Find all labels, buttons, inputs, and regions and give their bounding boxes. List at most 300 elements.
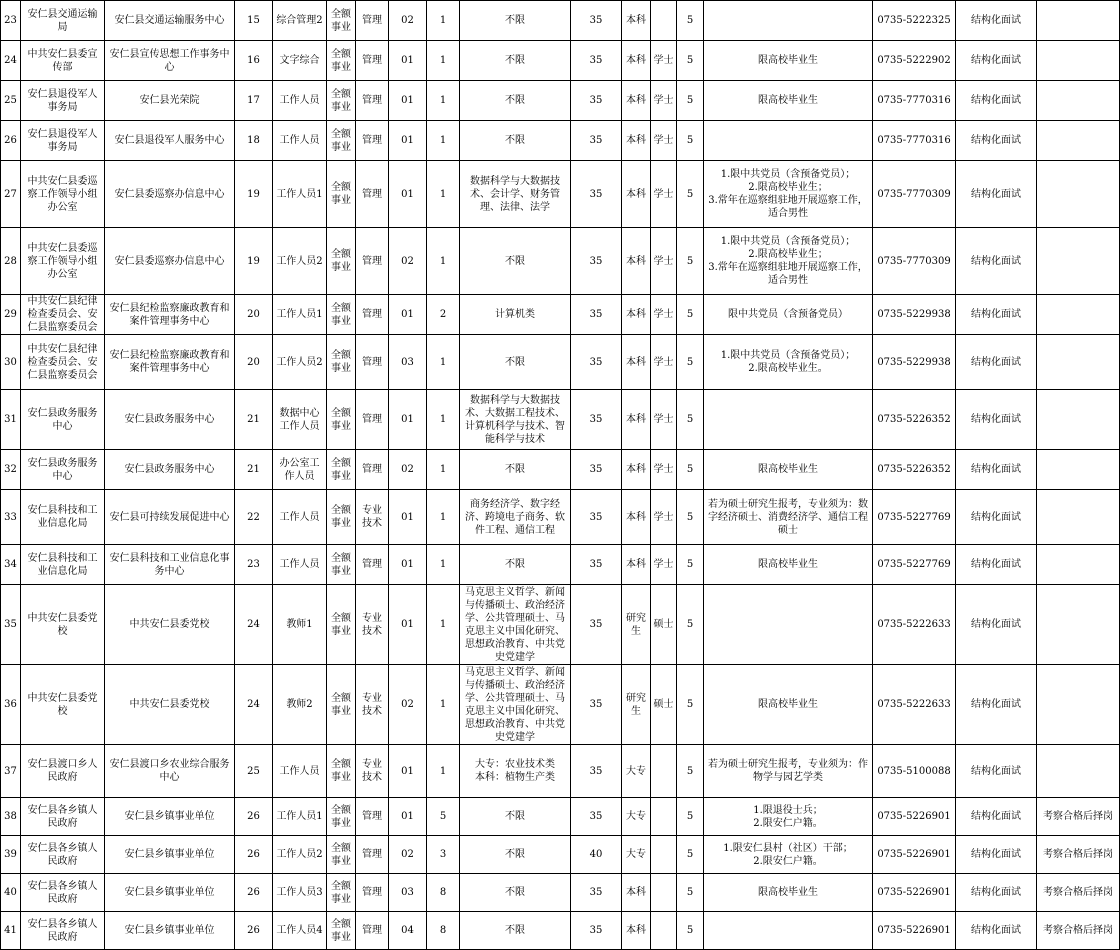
cell-position: 工作人员: [273, 81, 327, 121]
table-row: [1, 335, 1120, 390]
cell-remark: [1037, 450, 1120, 490]
cell-age: 35: [571, 798, 622, 836]
cell-phone: 0735-5226901: [873, 912, 956, 950]
cell-position-code: 01: [389, 81, 427, 121]
cell-conditions: [704, 121, 873, 161]
cell-number: 25: [1, 81, 21, 121]
cell-remark: [1037, 228, 1120, 295]
cell-service-years: 5: [677, 665, 704, 745]
cell-service-years: 5: [677, 545, 704, 585]
table-row: [1, 874, 1120, 912]
cell-position: 工作人员3: [273, 874, 327, 912]
cell-age: 35: [571, 335, 622, 390]
cell-unit-code: 19: [235, 228, 273, 295]
cell-service-years: 5: [677, 585, 704, 665]
cell-service-years: 5: [677, 450, 704, 490]
cell-quota: 1: [427, 745, 460, 798]
cell-number: 34: [1, 545, 21, 585]
cell-degree: 学士: [651, 295, 677, 335]
cell-unit-code: 20: [235, 295, 273, 335]
cell-position-code: 01: [389, 121, 427, 161]
cell-degree: 学士: [651, 161, 677, 228]
cell-degree: [651, 912, 677, 950]
cell-education: 大专: [622, 745, 651, 798]
cell-position-code: 01: [389, 585, 427, 665]
cell-remark: 考察合格后择岗: [1037, 836, 1120, 874]
cell-unit-code: 20: [235, 335, 273, 390]
cell-unit: 安仁县乡镇事业单位: [105, 912, 235, 950]
table-row: [1, 41, 1120, 81]
cell-number: 38: [1, 798, 21, 836]
table-row: [1, 390, 1120, 450]
cell-phone: 0735-7770316: [873, 121, 956, 161]
cell-remark: [1037, 295, 1120, 335]
cell-department: 安仁县交通运输局: [21, 1, 105, 41]
cell-quota: 8: [427, 874, 460, 912]
cell-degree: 学士: [651, 545, 677, 585]
cell-position-code: 01: [389, 295, 427, 335]
table-row: [1, 1, 1120, 41]
cell-unit: 安仁县乡镇事业单位: [105, 874, 235, 912]
cell-interview: 结构化面试: [956, 836, 1037, 874]
cell-position: 工作人员1: [273, 295, 327, 335]
cell-funding: 全额事业: [327, 545, 356, 585]
cell-degree: [651, 745, 677, 798]
cell-quota: 1: [427, 450, 460, 490]
cell-major: 商务经济学、数字经济、跨境电子商务、软件工程、通信工程: [460, 490, 571, 545]
cell-remark: [1037, 665, 1120, 745]
cell-quota: 1: [427, 41, 460, 81]
cell-number: 37: [1, 745, 21, 798]
cell-department: 安仁县渡口乡人民政府: [21, 745, 105, 798]
cell-service-years: 5: [677, 161, 704, 228]
cell-education: 本科: [622, 490, 651, 545]
cell-number: 24: [1, 41, 21, 81]
cell-degree: 硕士: [651, 585, 677, 665]
cell-major: 马克思主义哲学、新闻与传播硕士、政治经济学、公共管理硕士、马克思主义中国化研究、思想政治教育、中共党史党建学: [460, 665, 571, 745]
cell-category: 管理: [356, 41, 389, 81]
cell-category: 管理: [356, 1, 389, 41]
cell-position: 工作人员: [273, 121, 327, 161]
cell-phone: 0735-5100088: [873, 745, 956, 798]
cell-education: 本科: [622, 912, 651, 950]
cell-department: 安仁县政务服务中心: [21, 390, 105, 450]
cell-number: 27: [1, 161, 21, 228]
cell-interview: 结构化面试: [956, 41, 1037, 81]
cell-degree: 学士: [651, 490, 677, 545]
cell-unit: 安仁县政务服务中心: [105, 450, 235, 490]
cell-unit-code: 25: [235, 745, 273, 798]
cell-unit-code: 26: [235, 836, 273, 874]
cell-quota: 1: [427, 161, 460, 228]
cell-funding: 全额事业: [327, 490, 356, 545]
cell-unit: 安仁县宣传思想工作事务中心: [105, 41, 235, 81]
cell-degree: 硕士: [651, 665, 677, 745]
cell-unit: 安仁县乡镇事业单位: [105, 798, 235, 836]
cell-age: 35: [571, 745, 622, 798]
cell-unit-code: 19: [235, 161, 273, 228]
cell-degree: [651, 836, 677, 874]
cell-remark: [1037, 161, 1120, 228]
cell-position-code: 02: [389, 665, 427, 745]
cell-education: 本科: [622, 335, 651, 390]
cell-remark: 考察合格后择岗: [1037, 912, 1120, 950]
cell-unit-code: 24: [235, 585, 273, 665]
cell-department: 安仁县各乡镇人民政府: [21, 912, 105, 950]
cell-interview: 结构化面试: [956, 81, 1037, 121]
cell-interview: 结构化面试: [956, 295, 1037, 335]
cell-unit-code: 15: [235, 1, 273, 41]
table-row: [1, 912, 1120, 950]
table-row: [1, 585, 1120, 665]
cell-category: 专业技术: [356, 665, 389, 745]
cell-position-code: 01: [389, 745, 427, 798]
cell-department: 中共安仁县委宣传部: [21, 41, 105, 81]
table-body: [1, 1, 1120, 950]
cell-remark: [1037, 545, 1120, 585]
cell-conditions: 限高校毕业生: [704, 41, 873, 81]
cell-position: 工作人员2: [273, 836, 327, 874]
table-row: [1, 121, 1120, 161]
table-row: [1, 665, 1120, 745]
cell-service-years: 5: [677, 81, 704, 121]
cell-funding: 全额事业: [327, 295, 356, 335]
cell-funding: 全额事业: [327, 745, 356, 798]
cell-phone: 0735-5226352: [873, 390, 956, 450]
table-row: [1, 490, 1120, 545]
cell-unit-code: 26: [235, 798, 273, 836]
cell-funding: 全额事业: [327, 1, 356, 41]
cell-unit-code: 23: [235, 545, 273, 585]
cell-number: 32: [1, 450, 21, 490]
cell-category: 管理: [356, 161, 389, 228]
cell-education: 大专: [622, 798, 651, 836]
cell-unit-code: 21: [235, 450, 273, 490]
cell-category: 管理: [356, 390, 389, 450]
table-row: [1, 450, 1120, 490]
cell-funding: 全额事业: [327, 912, 356, 950]
cell-category: 管理: [356, 912, 389, 950]
cell-interview: 结构化面试: [956, 1, 1037, 41]
cell-major: 不限: [460, 81, 571, 121]
cell-age: 35: [571, 295, 622, 335]
cell-department: 安仁县各乡镇人民政府: [21, 874, 105, 912]
cell-number: 26: [1, 121, 21, 161]
cell-unit: 安仁县可持续发展促进中心: [105, 490, 235, 545]
cell-department: 中共安仁县纪律检查委员会、安仁县监察委员会: [21, 295, 105, 335]
cell-unit-code: 24: [235, 665, 273, 745]
cell-position: 工作人员1: [273, 161, 327, 228]
cell-education: 本科: [622, 545, 651, 585]
cell-department: 安仁县各乡镇人民政府: [21, 798, 105, 836]
cell-age: 35: [571, 874, 622, 912]
cell-phone: 0735-7770309: [873, 228, 956, 295]
cell-category: 专业技术: [356, 585, 389, 665]
cell-department: 中共安仁县委党校: [21, 585, 105, 665]
cell-department: 中共安仁县委巡察工作领导小组办公室: [21, 161, 105, 228]
cell-position: 教师2: [273, 665, 327, 745]
cell-interview: 结构化面试: [956, 450, 1037, 490]
cell-quota: 1: [427, 335, 460, 390]
cell-phone: 0735-5229938: [873, 295, 956, 335]
cell-funding: 全额事业: [327, 585, 356, 665]
cell-quota: 8: [427, 912, 460, 950]
cell-education: 本科: [622, 161, 651, 228]
cell-number: 36: [1, 665, 21, 745]
cell-phone: 0735-7770309: [873, 161, 956, 228]
cell-age: 35: [571, 161, 622, 228]
cell-major: 马克思主义哲学、新闻与传播硕士、政治经济学、公共管理硕士、马克思主义中国化研究、思想政治教育、中共党史党建学: [460, 585, 571, 665]
cell-major: 不限: [460, 228, 571, 295]
cell-unit: 安仁县乡镇事业单位: [105, 836, 235, 874]
cell-position-code: 01: [389, 390, 427, 450]
cell-phone: 0735-5226901: [873, 836, 956, 874]
cell-interview: 结构化面试: [956, 585, 1037, 665]
cell-category: 管理: [356, 335, 389, 390]
cell-position: 工作人员2: [273, 335, 327, 390]
cell-quota: 1: [427, 228, 460, 295]
cell-number: 40: [1, 874, 21, 912]
cell-interview: 结构化面试: [956, 874, 1037, 912]
cell-department: 安仁县科技和工业信息化局: [21, 545, 105, 585]
cell-interview: 结构化面试: [956, 390, 1037, 450]
cell-position-code: 03: [389, 874, 427, 912]
cell-funding: 全额事业: [327, 874, 356, 912]
cell-funding: 全额事业: [327, 41, 356, 81]
cell-service-years: 5: [677, 228, 704, 295]
cell-position: 工作人员: [273, 490, 327, 545]
cell-department: 安仁县科技和工业信息化局: [21, 490, 105, 545]
cell-conditions: [704, 585, 873, 665]
cell-age: 35: [571, 121, 622, 161]
cell-quota: 1: [427, 121, 460, 161]
cell-department: 安仁县政务服务中心: [21, 450, 105, 490]
table-row: [1, 545, 1120, 585]
cell-position: 工作人员4: [273, 912, 327, 950]
cell-funding: 全额事业: [327, 798, 356, 836]
cell-service-years: 5: [677, 912, 704, 950]
cell-education: 本科: [622, 390, 651, 450]
cell-major: 不限: [460, 335, 571, 390]
cell-unit-code: 16: [235, 41, 273, 81]
cell-interview: 结构化面试: [956, 745, 1037, 798]
cell-position-code: 01: [389, 490, 427, 545]
cell-department: 安仁县退役军人事务局: [21, 121, 105, 161]
cell-quota: 2: [427, 295, 460, 335]
cell-age: 35: [571, 1, 622, 41]
cell-phone: 0735-5227769: [873, 490, 956, 545]
cell-service-years: 5: [677, 1, 704, 41]
cell-age: 40: [571, 836, 622, 874]
cell-quota: 1: [427, 390, 460, 450]
cell-education: 本科: [622, 81, 651, 121]
cell-remark: 考察合格后择岗: [1037, 798, 1120, 836]
cell-age: 35: [571, 912, 622, 950]
cell-position: 数据中心工作人员: [273, 390, 327, 450]
cell-position: 教师1: [273, 585, 327, 665]
cell-service-years: 5: [677, 295, 704, 335]
cell-quota: 3: [427, 836, 460, 874]
cell-conditions: [704, 390, 873, 450]
cell-interview: 结构化面试: [956, 490, 1037, 545]
cell-number: 33: [1, 490, 21, 545]
cell-unit-code: 22: [235, 490, 273, 545]
cell-number: 39: [1, 836, 21, 874]
cell-phone: 0735-5229938: [873, 335, 956, 390]
cell-major: 数据科学与大数据技术、大数据工程技术、计算机科学与技术、智能科学与技术: [460, 390, 571, 450]
cell-conditions: [704, 912, 873, 950]
cell-major: 计算机类: [460, 295, 571, 335]
cell-category: 管理: [356, 874, 389, 912]
cell-conditions: 限高校毕业生: [704, 874, 873, 912]
cell-quota: 5: [427, 798, 460, 836]
cell-conditions: 1.限退役士兵； 2.限安仁户籍。: [704, 798, 873, 836]
cell-position-code: 01: [389, 41, 427, 81]
cell-interview: 结构化面试: [956, 228, 1037, 295]
cell-category: 管理: [356, 295, 389, 335]
cell-education: 本科: [622, 874, 651, 912]
cell-conditions: 1.限安仁县村（社区）干部； 2.限安仁户籍。: [704, 836, 873, 874]
cell-service-years: 5: [677, 335, 704, 390]
cell-department: 中共安仁县委巡察工作领导小组办公室: [21, 228, 105, 295]
cell-category: 管理: [356, 798, 389, 836]
cell-service-years: 5: [677, 798, 704, 836]
cell-age: 35: [571, 665, 622, 745]
cell-position-code: 02: [389, 228, 427, 295]
cell-unit-code: 21: [235, 390, 273, 450]
cell-degree: 学士: [651, 450, 677, 490]
cell-education: 本科: [622, 228, 651, 295]
cell-phone: 0735-5226352: [873, 450, 956, 490]
cell-age: 35: [571, 41, 622, 81]
cell-degree: 学士: [651, 390, 677, 450]
cell-remark: [1037, 585, 1120, 665]
cell-phone: 0735-5222633: [873, 585, 956, 665]
cell-position-code: 01: [389, 161, 427, 228]
cell-quota: 1: [427, 81, 460, 121]
cell-quota: 1: [427, 490, 460, 545]
cell-position-code: 02: [389, 836, 427, 874]
cell-interview: 结构化面试: [956, 335, 1037, 390]
cell-position-code: 03: [389, 335, 427, 390]
cell-service-years: 5: [677, 836, 704, 874]
cell-remark: [1037, 490, 1120, 545]
cell-position: 综合管理2: [273, 1, 327, 41]
cell-number: 35: [1, 585, 21, 665]
cell-service-years: 5: [677, 490, 704, 545]
cell-degree: [651, 798, 677, 836]
cell-education: 本科: [622, 41, 651, 81]
table-row: [1, 798, 1120, 836]
cell-funding: 全额事业: [327, 228, 356, 295]
cell-degree: 学士: [651, 121, 677, 161]
cell-degree: 学士: [651, 81, 677, 121]
cell-unit: 安仁县纪检监察廉政教育和案件管理事务中心: [105, 295, 235, 335]
cell-unit: 安仁县委巡察办信息中心: [105, 161, 235, 228]
cell-quota: 1: [427, 665, 460, 745]
cell-phone: 0735-7770316: [873, 81, 956, 121]
cell-education: 研究生: [622, 585, 651, 665]
cell-unit: 安仁县交通运输服务中心: [105, 1, 235, 41]
cell-conditions: 限高校毕业生: [704, 545, 873, 585]
cell-number: 28: [1, 228, 21, 295]
cell-funding: 全额事业: [327, 836, 356, 874]
cell-major: 数据科学与大数据技术、会计学、财务管理、法律、法学: [460, 161, 571, 228]
cell-unit-code: 18: [235, 121, 273, 161]
cell-category: 管理: [356, 81, 389, 121]
cell-education: 本科: [622, 295, 651, 335]
cell-education: 研究生: [622, 665, 651, 745]
cell-unit: 中共安仁县委党校: [105, 665, 235, 745]
cell-funding: 全额事业: [327, 665, 356, 745]
table-row: [1, 836, 1120, 874]
cell-interview: 结构化面试: [956, 665, 1037, 745]
cell-remark: 考察合格后择岗: [1037, 874, 1120, 912]
cell-major: 不限: [460, 41, 571, 81]
cell-education: 本科: [622, 121, 651, 161]
cell-quota: 1: [427, 545, 460, 585]
cell-conditions: 1.限中共党员（含预备党员）； 2.限高校毕业生； 3.常年在巡察组驻地开展巡察工作，适合男性: [704, 228, 873, 295]
cell-category: 管理: [356, 836, 389, 874]
cell-major: 不限: [460, 798, 571, 836]
cell-remark: [1037, 81, 1120, 121]
cell-service-years: 5: [677, 41, 704, 81]
cell-position-code: 04: [389, 912, 427, 950]
cell-education: 本科: [622, 1, 651, 41]
cell-category: 专业技术: [356, 490, 389, 545]
cell-major: 不限: [460, 121, 571, 161]
cell-position: 文字综合: [273, 41, 327, 81]
cell-conditions: 1.限中共党员（含预备党员）； 2.限高校毕业生。: [704, 335, 873, 390]
cell-interview: 结构化面试: [956, 121, 1037, 161]
cell-conditions: 限中共党员（含预备党员）: [704, 295, 873, 335]
cell-department: 中共安仁县纪律检查委员会、安仁县监察委员会: [21, 335, 105, 390]
cell-age: 35: [571, 450, 622, 490]
cell-remark: [1037, 390, 1120, 450]
cell-degree: 学士: [651, 41, 677, 81]
cell-unit-code: 26: [235, 874, 273, 912]
cell-category: 管理: [356, 545, 389, 585]
cell-unit: 中共安仁县委党校: [105, 585, 235, 665]
cell-remark: [1037, 121, 1120, 161]
cell-degree: 学士: [651, 335, 677, 390]
cell-remark: [1037, 745, 1120, 798]
cell-position: 办公室工作人员: [273, 450, 327, 490]
cell-conditions: [704, 1, 873, 41]
cell-service-years: 5: [677, 121, 704, 161]
cell-major: 不限: [460, 874, 571, 912]
cell-funding: 全额事业: [327, 121, 356, 161]
cell-position: 工作人员1: [273, 798, 327, 836]
cell-position-code: 01: [389, 798, 427, 836]
cell-unit-code: 17: [235, 81, 273, 121]
cell-position-code: 01: [389, 545, 427, 585]
table-row: [1, 295, 1120, 335]
cell-funding: 全额事业: [327, 335, 356, 390]
cell-major: 不限: [460, 545, 571, 585]
cell-position: 工作人员2: [273, 228, 327, 295]
cell-age: 35: [571, 81, 622, 121]
cell-category: 管理: [356, 121, 389, 161]
cell-number: 30: [1, 335, 21, 390]
cell-conditions: 限高校毕业生: [704, 665, 873, 745]
cell-unit: 安仁县退役军人服务中心: [105, 121, 235, 161]
cell-position: 工作人员: [273, 545, 327, 585]
cell-age: 35: [571, 585, 622, 665]
cell-phone: 0735-5222633: [873, 665, 956, 745]
table-row: [1, 745, 1120, 798]
cell-department: 安仁县各乡镇人民政府: [21, 836, 105, 874]
